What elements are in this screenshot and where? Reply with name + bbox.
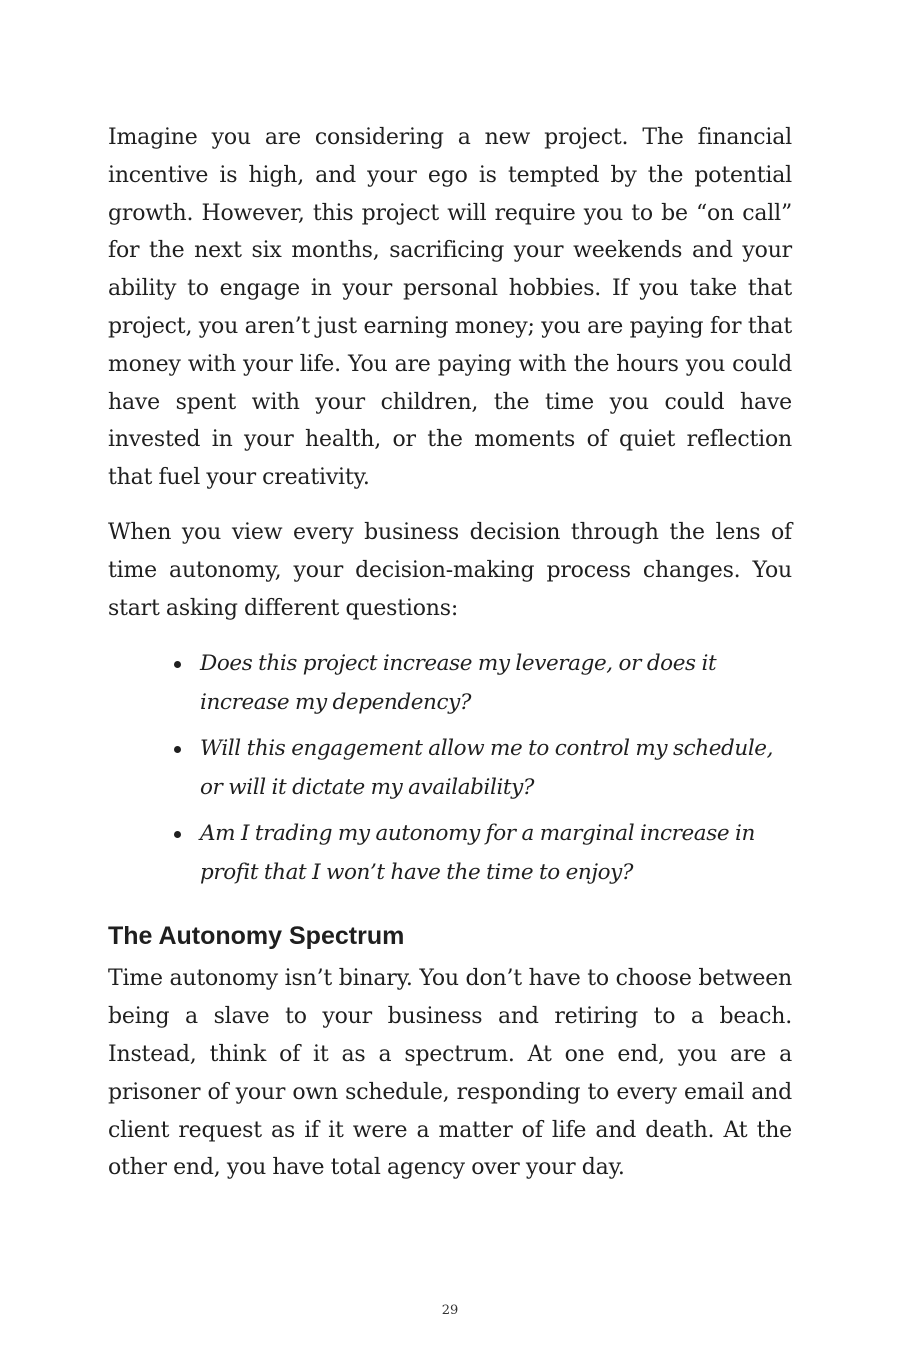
list-item — [174, 645, 792, 722]
question-text: Does this project increase my leverage, or does it increase my dependency? — [200, 651, 717, 715]
paragraph-time-autonomy-lens: When you view every business decision through the lens of time autonomy, your decision-making process changes. You start asking different questions: — [108, 519, 792, 621]
bullet-icon — [174, 746, 181, 753]
question-text: Am I trading my autonomy for a marginal increase in profit that I won’t have the time to enjoy? — [200, 821, 755, 885]
question-list — [108, 645, 792, 892]
section-heading: The Autonomy Spectrum — [108, 922, 405, 951]
bullet-icon — [174, 661, 181, 668]
list-item — [174, 815, 792, 892]
paragraph-project-cost: Imagine you are considering a new project. The financial incentive is high, and your ego is tempted by the potential growth. However, this project will require you to be “on call” for the next six months, sacrificing your weekends and your ability to engage in your personal hobbies. If you take that project, you aren’t just earning money; you are paying for that money with your life. You are paying with the hours you could have spent with your children, the time you could have invested in your health, or the moments of quiet reflection that fuel your creativity. — [108, 125, 792, 491]
page-number: 29 — [441, 1303, 459, 1318]
page-body — [108, 119, 792, 1187]
question-text: Will this engagement allow me to control my schedule, or will it dictate my availability? — [200, 736, 774, 800]
bullet-icon — [174, 831, 181, 838]
paragraph-autonomy-spectrum: Time autonomy isn’t binary. You don’t have to choose between being a slave to your business and retiring to a beach. Instead, think of it as a spectrum. At one end, you are a prisoner of your own schedule, responding to every email and client request as if it were a matter of life and death. At the other end, you have total agency over your day. — [108, 966, 792, 1181]
list-item — [174, 730, 792, 807]
